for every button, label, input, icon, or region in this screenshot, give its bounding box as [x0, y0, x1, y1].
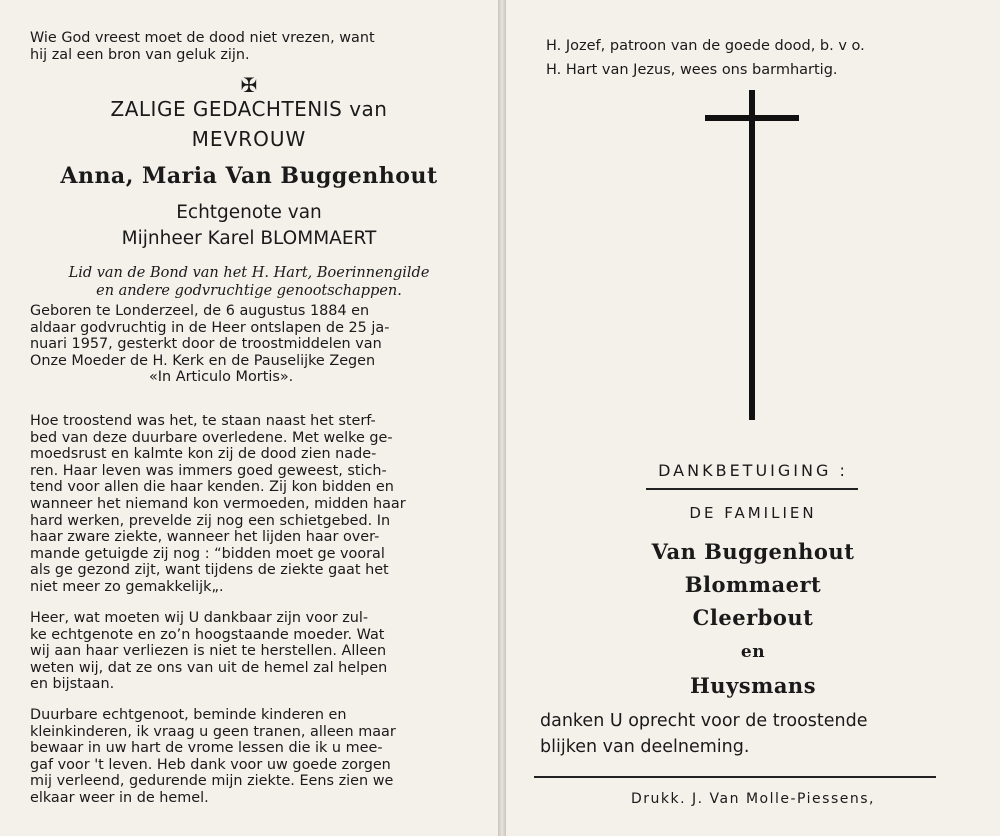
tribute-paragraph — [30, 413, 468, 596]
deceased-name: Anna, Maria Van Buggenhout — [60, 163, 438, 189]
paragraph-line: bed van deze duurbare overledene. Met welke ge- — [30, 429, 393, 446]
paragraph-line: weten wij, dat ze ons van uit de hemel zal helpen — [30, 659, 388, 676]
quote-line: hij zal een bron van geluk zijn. — [30, 46, 250, 63]
membership-text — [20, 264, 478, 300]
prayer-paragraph — [30, 610, 468, 693]
bio-line: nuari 1957, gesterkt door de troostmiddelen van — [30, 336, 382, 353]
thanks-text-line: danken U oprecht voor de troostende — [540, 711, 868, 731]
bio-line-last: «In Articulo Mortis». — [149, 369, 294, 386]
membership-line: Lid van de Bond van het H. Hart, Boerinnengilde — [68, 265, 430, 281]
paragraph-line: wanneer het niemand kon vermoeden, midden haar — [30, 495, 406, 512]
printer-credit: Drukk. J. Van Molle-Piessens, — [631, 791, 875, 807]
left-card-panel — [0, 0, 498, 836]
membership-line: en andere godvruchtige genootschappen. — [96, 283, 402, 299]
paragraph-line: haar zware ziekte, wanneer het lijden haar over- — [30, 529, 380, 546]
title-mevrouw: MEVROUW — [191, 127, 307, 151]
invocation-line: H. Hart van Jezus, wees ons barmhartig. — [546, 62, 838, 78]
family-conjunction: en — [740, 642, 766, 662]
paragraph-line: tend voor allen die haar kenden. Zij kon bidden en — [30, 479, 394, 496]
thanks-text-line: blijken van deelneming. — [540, 737, 750, 757]
divider — [646, 488, 858, 490]
memorial-heading: ZALIGE GEDACHTENIS van — [110, 97, 388, 121]
paragraph-line: mij verleend, gedurende mijn ziekte. Eens zien we — [30, 773, 394, 790]
paragraph-line: hard werken, prevelde zij nog een schietgebed. In — [30, 512, 391, 529]
paragraph-line: Duurbare echtgenoot, beminde kinderen en — [30, 707, 347, 723]
card-fold — [498, 0, 506, 836]
divider — [534, 776, 936, 778]
family-name: Huysmans — [689, 673, 817, 698]
family-name: Blommaert — [684, 572, 822, 597]
family-name: Van Buggenhout — [651, 539, 855, 564]
paragraph-line: als ge gezond zijt, want tijdens de ziekte gaat het — [30, 562, 389, 579]
maltese-cross-icon: ✠ — [240, 73, 258, 97]
biography-paragraph — [30, 303, 468, 386]
cross-vertical-bar — [749, 90, 755, 420]
right-card-panel — [506, 0, 1000, 836]
paragraph-line: Heer, wat moeten wij U dankbaar zijn voor zul- — [30, 610, 369, 626]
scripture-quote — [30, 30, 468, 63]
family-name: Cleerbout — [692, 605, 814, 630]
paragraph-line: bewaar in uw hart de vrome lessen die ik u mee- — [30, 740, 383, 757]
farewell-paragraph — [30, 707, 468, 807]
spouse-name: Mijnheer Karel BLOMMAERT — [121, 228, 377, 249]
bio-line: Onze Moeder de H. Kerk en de Pauselijke Zegen — [30, 352, 376, 369]
paragraph-line: mande getuigde zij nog : “bidden moet ge vooral — [30, 545, 385, 562]
paragraph-line: moedsrust en kalmte kon zij de dood zien nade- — [30, 446, 377, 463]
paragraph-line: ren. Haar leven was immers goed geweest, stich- — [30, 462, 387, 479]
quote-line: Wie God vreest moet de dood niet vrezen, want — [30, 30, 375, 46]
thanks-heading: DANKBETUIGING : — [658, 461, 848, 480]
paragraph-line: kleinkinderen, ik vraag u geen tranen, alleen maar — [30, 723, 396, 740]
paragraph-line: niet meer zo gemakkelijk„. — [30, 578, 224, 595]
paragraph-line: elkaar weer in de hemel. — [30, 789, 209, 806]
invocation-line: H. Jozef, patroon van de goede dood, b. v o. — [546, 38, 865, 54]
bio-line: Geboren te Londerzeel, de 6 augustus 1884 en — [30, 303, 370, 319]
spouse-label: Echtgenote van — [176, 202, 322, 223]
paragraph-line: ke echtgenote en zo’n hoogstaande moeder. Wat — [30, 626, 385, 643]
cross-horizontal-bar — [705, 115, 799, 121]
paragraph-line: Hoe troostend was het, te staan naast het sterf- — [30, 413, 376, 429]
families-heading: DE FAMILIEN — [689, 504, 817, 522]
paragraph-line: gaf voor 't leven. Heb dank voor uw goede zorgen — [30, 756, 391, 773]
bio-line: aldaar godvruchtig in de Heer ontslapen de 25 ja- — [30, 319, 390, 336]
paragraph-line: en bijstaan. — [30, 676, 115, 693]
paragraph-line: wij aan haar verliezen is niet te herstellen. Alleen — [30, 643, 387, 660]
